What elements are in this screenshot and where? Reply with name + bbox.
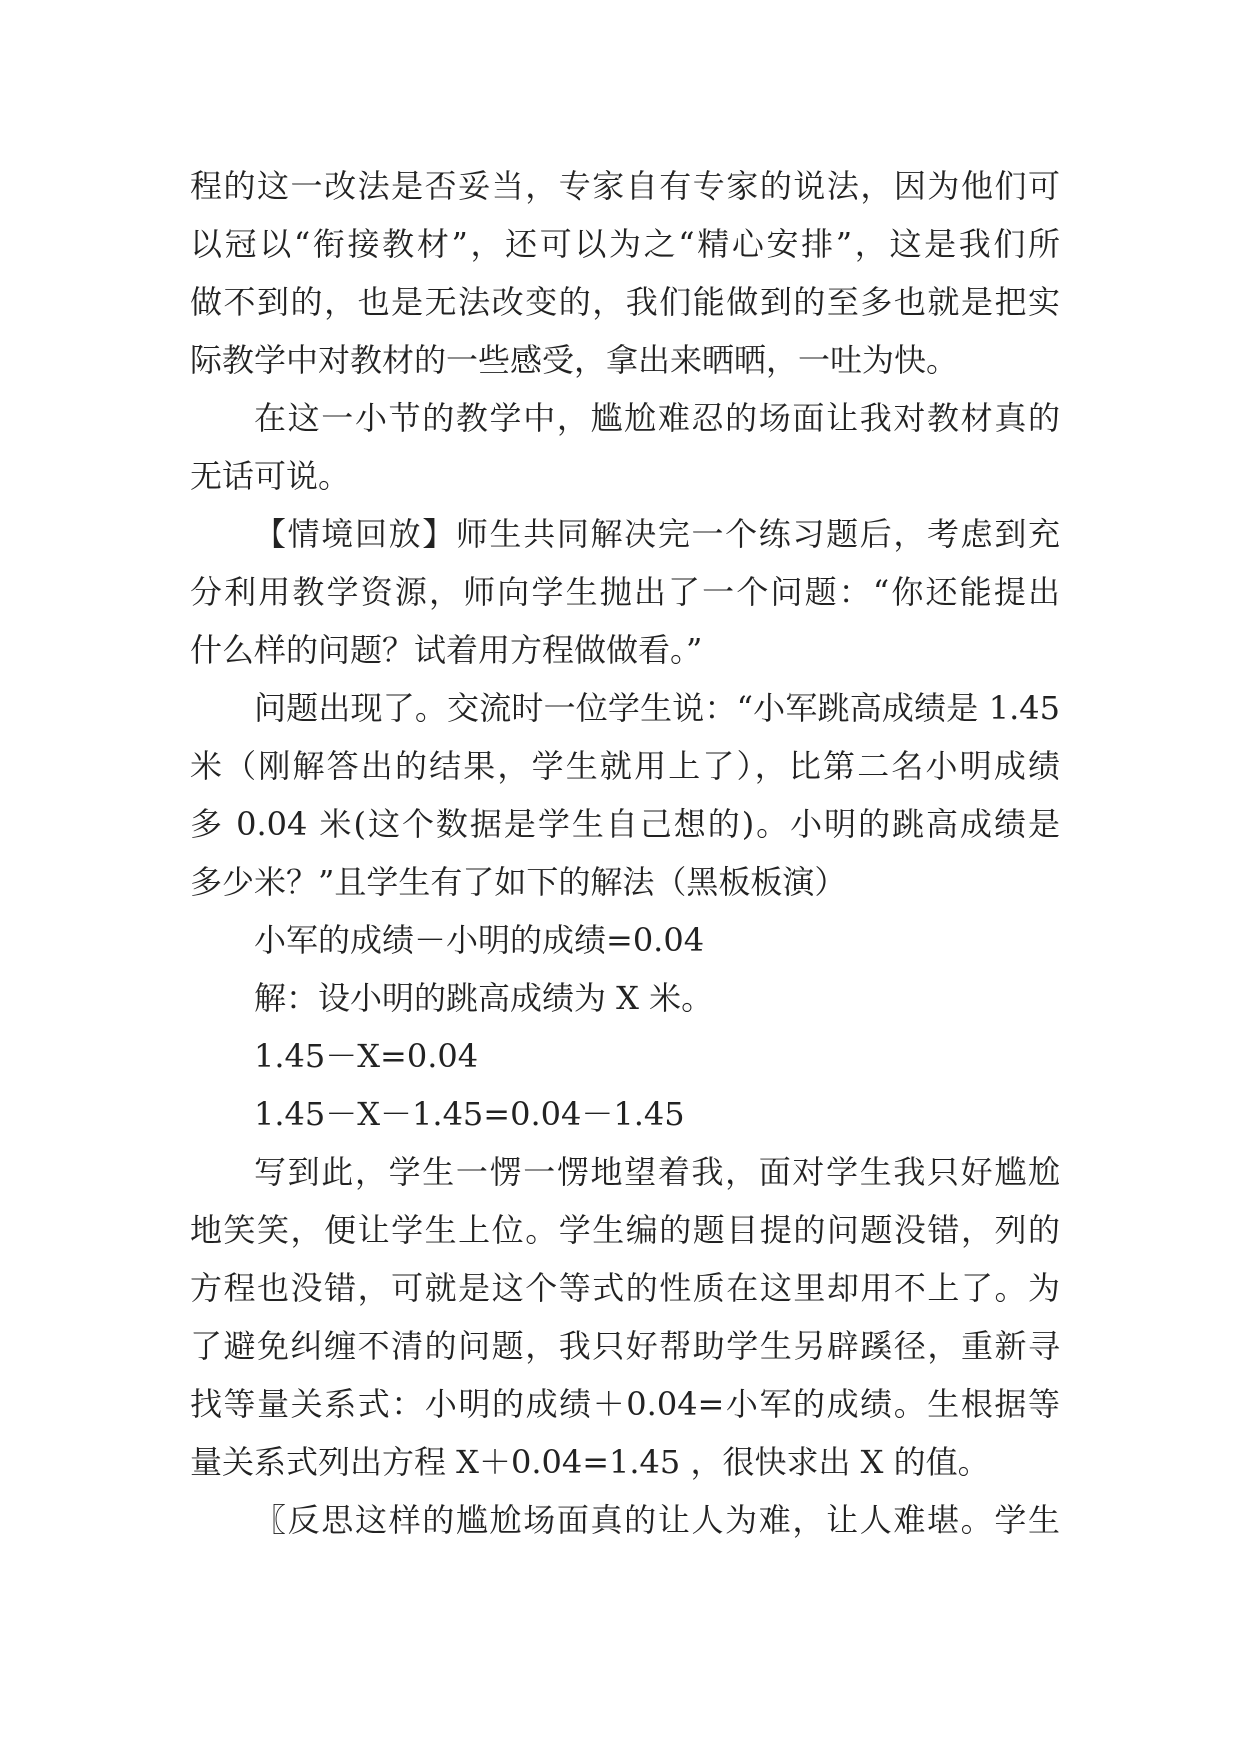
text-line: 程的这一改法是否妥当，专家自有专家的说法，因为他们可 (190, 167, 1060, 205)
text-line: 以冠以“衔接教材”，还可以为之“精心安排”，这是我们所 (190, 225, 1060, 263)
text-line: 地笑笑，便让学生上位。学生编的题目提的问题没错，列的 (190, 1211, 1060, 1249)
paragraph-1 (190, 157, 1060, 389)
text-line: 无话可说。 (190, 457, 351, 495)
text-line: 在这一小节的教学中，尴尬难忍的场面让我对教材真的 (254, 399, 1060, 437)
paragraph-5 (190, 1143, 1060, 1491)
paragraph-4 (190, 679, 1060, 911)
text-line: 际教学中对教材的一些感受，拿出来晒晒，一吐为快。 (190, 341, 959, 379)
blackboard-solution (190, 911, 1060, 1143)
paragraph-3 (190, 505, 1060, 679)
text-line: 【情境回放】师生共同解决完一个练习题后，考虑到充 (254, 515, 1060, 553)
document-body (190, 157, 1060, 1549)
equation-line: 1.45－X－1.45=0.04－1.45 (254, 1095, 685, 1133)
text-line: 〖反思这样的尴尬场面真的让人为难，让人难堪。学生 (254, 1501, 1060, 1539)
text-line: 方程也没错，可就是这个等式的性质在这里却用不上了。为 (190, 1269, 1060, 1307)
text-line: 找等量关系式：小明的成绩＋0.04=小军的成绩。生根据等 (190, 1385, 1060, 1423)
equation-line: 小军的成绩－小明的成绩=0.04 (254, 921, 705, 959)
equation-line: 1.45－X=0.04 (254, 1037, 479, 1075)
text-line: 量关系式列出方程 X＋0.04=1.45 ，很快求出 X 的值。 (190, 1443, 990, 1481)
text-line: 米（刚解答出的结果，学生就用上了），比第二名小明成绩 (190, 747, 1060, 785)
text-line: 问题出现了。交流时一位学生说：“小军跳高成绩是 1.45 (254, 689, 1060, 727)
equation-line: 解：设小明的跳高成绩为 X 米。 (254, 979, 714, 1017)
text-line: 多少米？”且学生有了如下的解法（黑板板演） (190, 863, 847, 901)
paragraph-6 (190, 1491, 1060, 1549)
text-line: 什么样的问题？试着用方程做做看。” (190, 631, 703, 669)
text-line: 写到此，学生一愣一愣地望着我，面对学生我只好尴尬 (254, 1153, 1060, 1191)
paragraph-2 (190, 389, 1060, 505)
text-line: 做不到的，也是无法改变的，我们能做到的至多也就是把实 (190, 283, 1060, 321)
text-line: 了避免纠缠不清的问题，我只好帮助学生另辟蹊径，重新寻 (190, 1327, 1060, 1365)
text-line: 分利用教学资源，师向学生抛出了一个问题：“你还能提出 (190, 573, 1060, 611)
text-line: 多 0.04 米(这个数据是学生自己想的)。小明的跳高成绩是 (190, 805, 1060, 843)
